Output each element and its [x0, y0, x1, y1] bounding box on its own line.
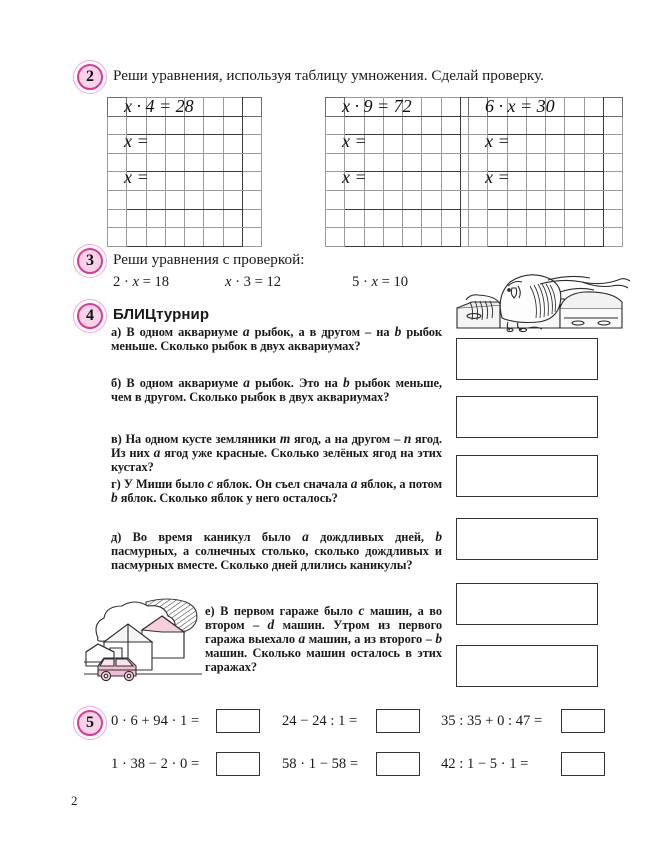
task-5-answer-box-3[interactable]: [561, 709, 605, 733]
grid-2-line-1: x =: [342, 131, 367, 151]
grid-1-line-2: x =: [124, 167, 149, 187]
task-4-item-b: [111, 376, 442, 404]
page-number: 2: [71, 793, 78, 808]
task-5-answer-box-5[interactable]: [376, 752, 420, 776]
task-5-expression-6: 42 : 1 − 5 · 1 =: [441, 756, 529, 772]
grid-table: [107, 97, 262, 247]
task-5-answer-box-2[interactable]: [376, 709, 420, 733]
task-4-item-d: [111, 530, 442, 572]
item-a-text: В одном аквариуме a рыбок, а в другом – на b рыбок меньше. Сколько рыбок в двух аквариумах?: [111, 324, 443, 354]
grid-2-equation: x · 9 = 72: [342, 96, 412, 116]
task-number-2: 2: [77, 64, 103, 90]
grid-table: [325, 97, 480, 247]
task-5-answer-box-4[interactable]: [216, 752, 260, 776]
grid-2-line-2: x =: [342, 167, 367, 187]
task-4-item-a: [111, 325, 442, 353]
item-e-label: е): [205, 604, 215, 618]
task-5-expression-2: 24 − 24 : 1 =: [282, 713, 358, 729]
task-4-item-v: [111, 432, 442, 474]
garage-houses-with-car-illustration: [84, 596, 202, 688]
task-3-equation-2: x · 3 = 12: [225, 274, 282, 290]
answer-box-e[interactable]: [456, 645, 598, 687]
equation-grid-3[interactable]: [468, 97, 623, 247]
task-number-3: 3: [77, 248, 103, 274]
task-3-heading: Реши уравнения с проверкой:: [113, 251, 305, 268]
task-5-expression-5: 58 · 1 − 58 =: [282, 756, 359, 772]
answer-box-g[interactable]: [456, 518, 598, 560]
equation-grid-1[interactable]: [107, 97, 262, 247]
answer-box-d[interactable]: [456, 583, 598, 625]
task-5-expression-4: 1 · 38 − 2 · 0 =: [111, 756, 200, 772]
task-4-heading: БЛИЦтурнир: [113, 306, 210, 323]
grid-1-line-1: x =: [124, 131, 149, 151]
grid-1-equation: x · 4 = 28: [124, 96, 194, 116]
grid-3-equation: 6 · x = 30: [485, 96, 555, 116]
item-v-label: в): [111, 432, 122, 446]
task-number-4: 4: [77, 303, 103, 329]
grid-table: [468, 97, 623, 247]
task-4-item-e: [205, 604, 442, 674]
item-g-text: У Миши было c яблок. Он съел сначала a яблок, а потом b яблок. Сколько яблок у него осталось?: [111, 476, 442, 506]
item-b-label: б): [111, 376, 122, 390]
task-number-5: 5: [77, 710, 103, 736]
grid-3-line-1: x =: [485, 131, 510, 151]
answer-box-a[interactable]: [456, 338, 598, 380]
task-5-answer-box-1[interactable]: [216, 709, 260, 733]
item-d-text: Во время каникул было a дождливых дней, b пасмурных, а солнечных столько, сколько дождливых и пасмурных вместе. Сколько дней длились каникулы?: [111, 529, 442, 573]
equation-grid-2[interactable]: [325, 97, 480, 247]
answer-box-b[interactable]: [456, 396, 598, 438]
task-2-heading: Реши уравнения, используя таблицу умножения. Сделай проверку.: [113, 67, 544, 84]
item-b-text: В одном аквариуме a рыбок. Это на b рыбок меньше, чем в другом. Сколько рыбок в двух аквариумах?: [111, 375, 442, 405]
grid-3-line-2: x =: [485, 167, 510, 187]
task-5-expression-1: 0 · 6 + 94 · 1 =: [111, 713, 200, 729]
item-e-text: В первом гараже было c машин, а во втором – d машин. Утром из первого гаража выехало a машин, а из второго – b машин. Сколько машин осталось в этих гаражах?: [205, 603, 442, 675]
item-g-label: г): [111, 477, 121, 491]
task-3-equation-3: 5 · x = 10: [352, 274, 409, 290]
task-5-expression-3: 35 : 35 + 0 : 47 =: [441, 713, 543, 729]
bird-on-furniture-illustration: [452, 272, 642, 334]
task-5-answer-box-6[interactable]: [561, 752, 605, 776]
answer-box-v[interactable]: [456, 455, 598, 497]
item-v-text: На одном кусте земляники m ягод, а на другом – n ягод. Из них a ягод уже красные. Сколько зелёных ягод на этих кустах?: [111, 431, 443, 475]
task-3-equation-1: 2 · x = 18: [113, 274, 170, 290]
item-a-label: а): [111, 325, 122, 339]
task-4-item-g: [111, 477, 442, 505]
item-d-label: д): [111, 530, 122, 544]
